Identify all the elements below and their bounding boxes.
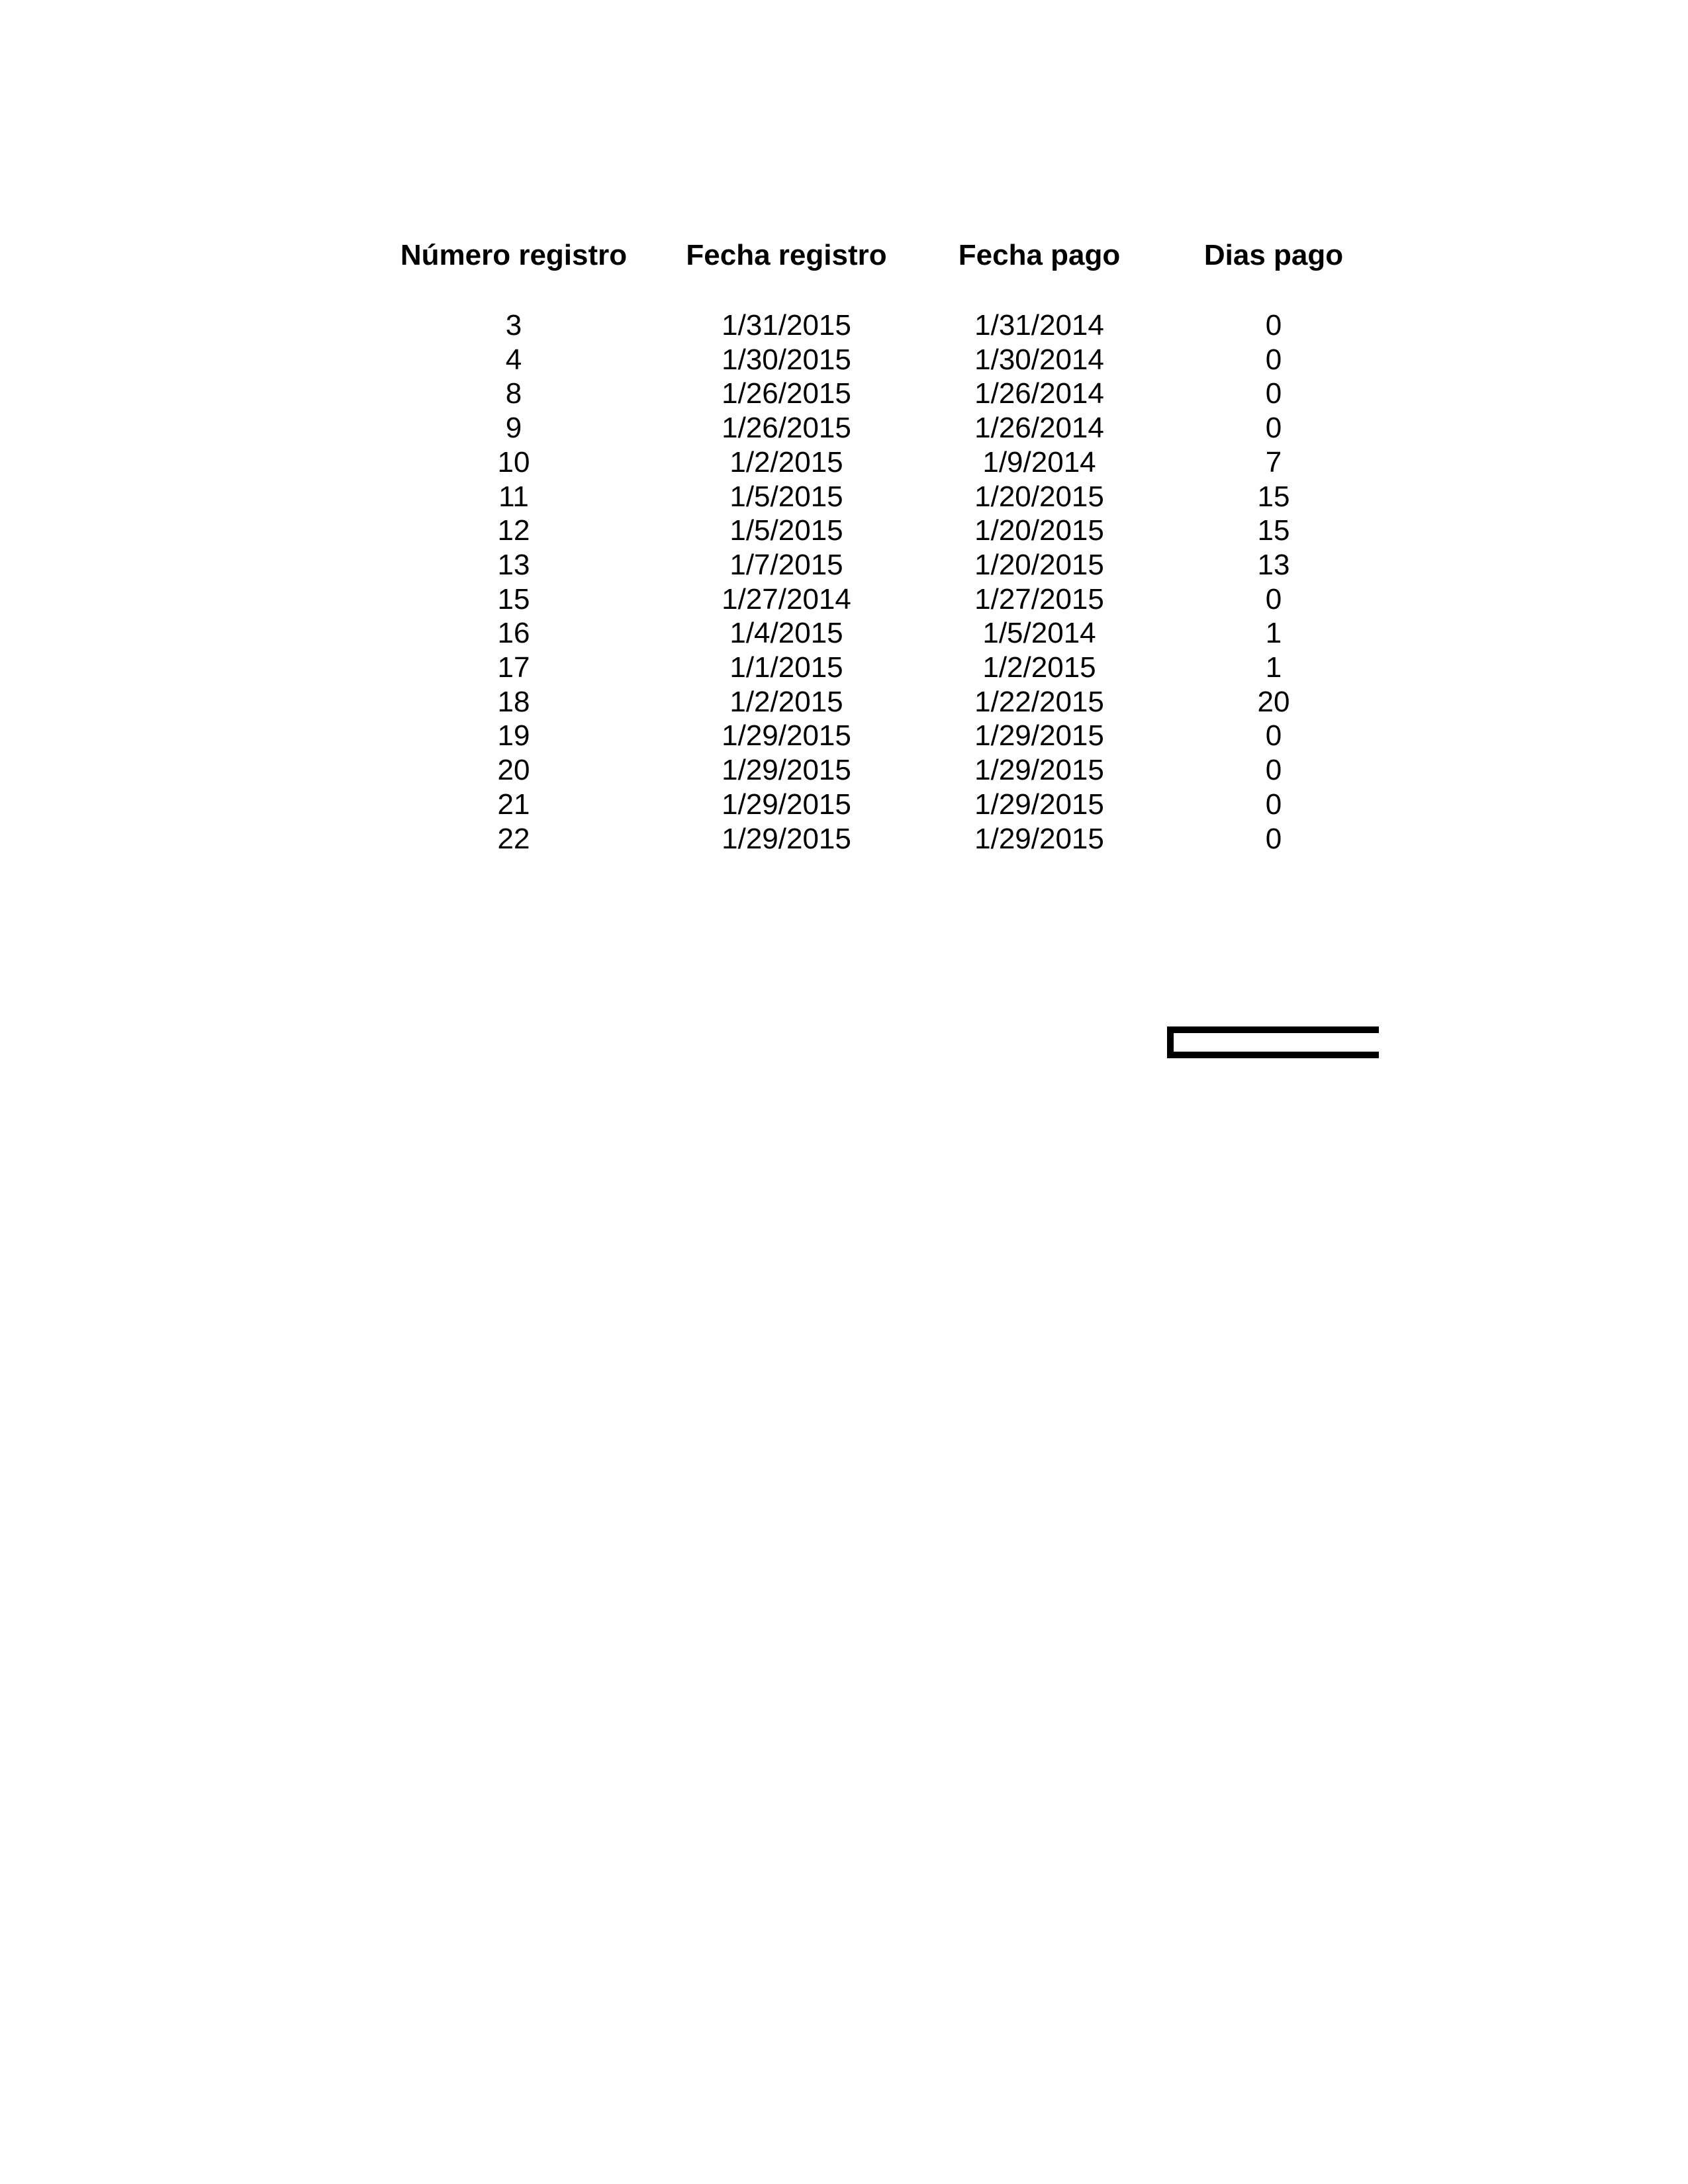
cell-numero-registro: 8 [505,377,522,410]
cell-fecha-pago: 1/20/2015 [974,514,1104,547]
cell-fecha-pago: 1/31/2014 [974,309,1104,341]
cell-dias-pago: 13 [1257,548,1290,581]
column-header-fecha-registro: Fecha registro [686,239,887,271]
cell-numero-registro: 12 [497,514,530,547]
cell-fecha-registro: 1/27/2014 [722,582,851,615]
cell-fecha-pago: 1/20/2015 [974,548,1104,581]
cell-fecha-registro: 1/26/2015 [722,377,851,410]
cell-numero-registro: 17 [497,651,530,684]
cell-fecha-pago: 1/29/2015 [974,754,1104,787]
cell-numero-registro: 9 [505,412,522,445]
cell-dias-pago: 0 [1265,412,1282,445]
cell-fecha-pago: 1/22/2015 [974,685,1104,718]
cell-numero-registro: 16 [497,617,530,650]
cell-numero-registro: 15 [497,582,530,615]
cell-fecha-pago: 1/29/2015 [974,788,1104,821]
cell-fecha-registro: 1/29/2015 [722,754,851,787]
cell-dias-pago: 0 [1265,788,1282,821]
cell-dias-pago: 0 [1265,754,1282,787]
cell-fecha-pago: 1/30/2014 [974,343,1104,376]
cell-numero-registro: 11 [498,480,529,513]
cell-fecha-pago: 1/26/2014 [974,412,1104,445]
cell-dias-pago: 0 [1265,309,1282,341]
cell-fecha-registro: 1/29/2015 [722,822,851,855]
cell-fecha-pago: 1/20/2015 [974,480,1104,513]
cell-dias-pago: 0 [1265,343,1282,376]
cell-fecha-registro: 1/2/2015 [729,685,843,718]
cell-dias-pago: 1 [1265,651,1282,684]
cell-dias-pago: 20 [1257,685,1290,718]
cell-dias-pago: 7 [1265,445,1282,478]
cell-fecha-registro: 1/30/2015 [722,343,851,376]
cell-dias-pago: 1 [1265,617,1282,650]
cell-numero-registro: 22 [497,822,530,855]
cell-fecha-registro: 1/26/2015 [722,412,851,445]
cell-dias-pago: 0 [1265,719,1282,752]
empty-bordered-cell [1167,1026,1379,1058]
cell-fecha-registro: 1/2/2015 [729,445,843,478]
cell-fecha-pago: 1/26/2014 [974,377,1104,410]
cell-numero-registro: 10 [497,445,530,478]
column-header-numero-registro: Número registro [400,239,628,271]
cell-numero-registro: 20 [497,754,530,787]
cell-dias-pago: 15 [1257,514,1290,547]
cell-numero-registro: 19 [497,719,530,752]
cell-fecha-pago: 1/2/2015 [982,651,1096,684]
cell-numero-registro: 3 [505,309,522,341]
column-header-dias-pago: Dias pago [1203,239,1344,271]
cell-fecha-registro: 1/7/2015 [729,548,843,581]
cell-fecha-registro: 1/31/2015 [722,309,851,341]
cell-fecha-pago: 1/27/2015 [974,582,1104,615]
column-header-fecha-pago: Fecha pago [958,239,1121,271]
cell-fecha-pago: 1/29/2015 [974,822,1104,855]
cell-dias-pago: 0 [1265,822,1282,855]
cell-fecha-registro: 1/29/2015 [722,788,851,821]
cell-fecha-registro: 1/1/2015 [729,651,843,684]
cell-numero-registro: 13 [497,548,530,581]
cell-fecha-pago: 1/5/2014 [982,617,1096,650]
cell-fecha-registro: 1/5/2015 [729,514,843,547]
cell-dias-pago: 15 [1257,480,1290,513]
cell-numero-registro: 4 [505,343,522,376]
cell-fecha-pago: 1/29/2015 [974,719,1104,752]
cell-numero-registro: 18 [497,685,530,718]
cell-fecha-registro: 1/4/2015 [729,617,843,650]
cell-fecha-pago: 1/9/2014 [982,445,1096,478]
cell-fecha-registro: 1/29/2015 [722,719,851,752]
cell-dias-pago: 0 [1265,377,1282,410]
cell-fecha-registro: 1/5/2015 [729,480,843,513]
cell-dias-pago: 0 [1265,582,1282,615]
cell-numero-registro: 21 [497,788,530,821]
